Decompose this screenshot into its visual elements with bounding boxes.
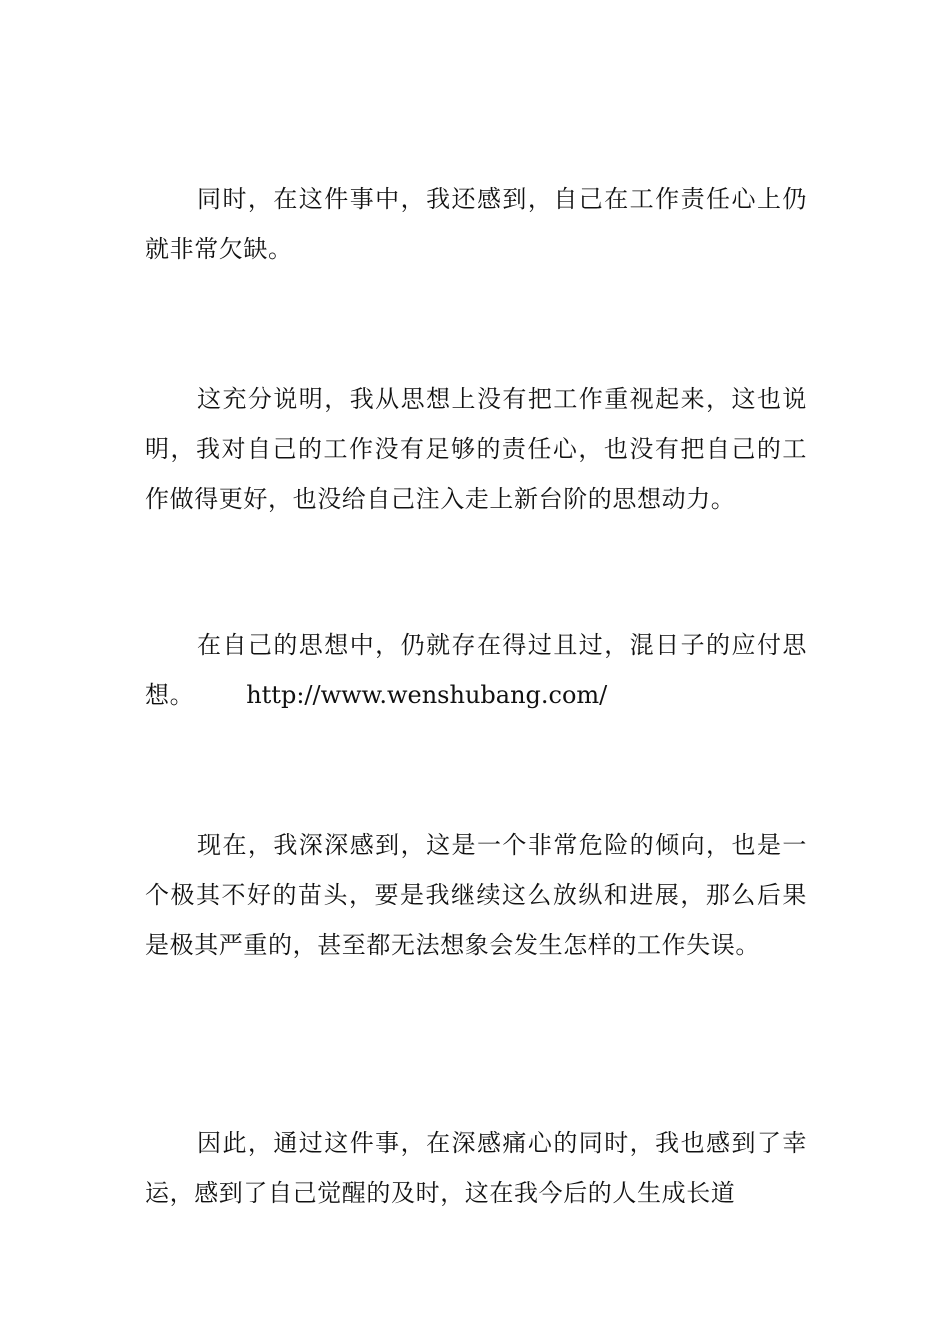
paragraph-4 <box>145 820 807 970</box>
paragraph-5 <box>145 1118 807 1218</box>
paragraph-1 <box>145 174 807 274</box>
paragraph-5-text: 因此，通过这件事，在深感痛心的同时，我也感到了幸运，感到了自己觉醒的及时，这在我今后的人生成长道 <box>145 1129 807 1207</box>
paragraph-1-text: 同时，在这件事中，我还感到，自己在工作责任心上仍就非常欠缺。 <box>145 185 807 263</box>
paragraph-3-text: 在自己的思想中，仍就存在得过且过，混日子的应付思想。 <box>145 631 807 709</box>
paragraph-3 <box>145 620 807 720</box>
paragraph-4-text: 现在，我深深感到，这是一个非常危险的倾向，也是一个极其不好的苗头，要是我继续这么放纵和进展，那么后果是极其严重的，甚至都无法想象会发生怎样的工作失误。 <box>145 831 807 959</box>
paragraph-2 <box>145 374 807 524</box>
paragraph-2-text: 这充分说明，我从思想上没有把工作重视起来，这也说明，我对自己的工作没有足够的责任心，也没有把自己的工作做得更好，也没给自己注入走上新台阶的思想动力。 <box>145 385 807 513</box>
source-url[interactable]: http://www.wenshubang.com/ <box>246 681 608 709</box>
